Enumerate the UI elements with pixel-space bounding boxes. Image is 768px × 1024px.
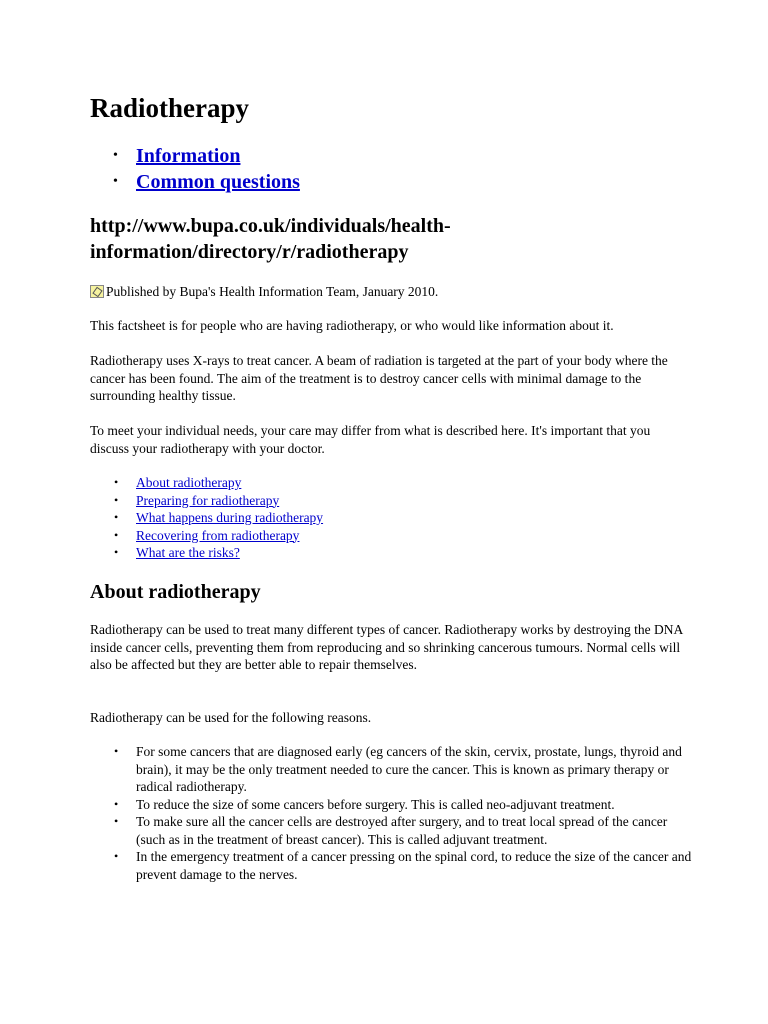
published-text: Published by Bupa's Health Information Team, January 2010. [106, 284, 439, 299]
section-paragraph: Radiotherapy can be used to treat many different types of cancer. Radiotherapy works by destroying the DNA inside cancer cells, preventing them from reproducing and so shrinking cancerous tumours. Normal cells will also be affected but they are better able to repair themselves. [90, 622, 683, 672]
intro-paragraph: This factsheet is for people who are having radiotherapy, or who would like information about it. [90, 318, 614, 333]
intro-paragraph: To meet your individual needs, your care may differ from what is described here. It's important that you discuss your radiotherapy with your doctor. [90, 423, 651, 456]
reason-item: • In the emergency treatment of a cancer pressing on the spinal cord, to reduce the size of the cancer and prevent damage to the nerves. [136, 848, 696, 883]
top-nav-item [136, 143, 300, 169]
image-placeholder-icon [90, 285, 104, 298]
preparing-link[interactable]: Preparing for radiotherapy [136, 492, 280, 508]
contents-item [136, 509, 323, 527]
common-questions-link[interactable]: Common questions [136, 171, 300, 193]
about-radiotherapy-link[interactable]: About radiotherapy [136, 475, 242, 490]
page-title: Radiotherapy [90, 93, 250, 123]
section-heading: About radiotherapy [90, 581, 261, 603]
contents-item [136, 544, 323, 562]
source-url-heading: http://www.bupa.co.uk/individuals/health-information/directory/r/radiotherapy [90, 215, 451, 263]
section-paragraph: Radiotherapy can be used for the following reasons. [90, 710, 372, 725]
reason-item: • To reduce the size of some cancers before surgery. This is called neo-adjuvant treatment. [136, 796, 696, 814]
contents-item [136, 474, 323, 492]
published-line [90, 283, 690, 301]
what-happens-link[interactable]: What happens during radiotherapy [136, 510, 324, 525]
top-nav-list [90, 143, 300, 195]
contents-item [136, 527, 323, 545]
reason-item: • To make sure all the cancer cells are destroyed after surgery, and to treat local spread of the cancer (such as in the treatment of breast cancer). This is called adjuvant treatment. [136, 813, 696, 848]
contents-item [136, 492, 323, 510]
reasons-list [90, 743, 696, 883]
risks-link[interactable]: What are the risks? [136, 545, 240, 560]
intro-paragraph: Radiotherapy uses X-rays to treat cancer. A beam of radiation is targeted at the part of your body where the cancer has been found. The aim of the treatment is to destroy cancer cells with minimal damage to the surrounding healthy tissue. [90, 353, 668, 403]
information-link[interactable]: Information [136, 145, 241, 167]
contents-list [90, 474, 323, 562]
reason-item: • For some cancers that are diagnosed early (eg cancers of the skin, cervix, prostate, lungs, thyroid and brain), it may be the only treatment needed to cure the cancer. This is known as primary therapy or radical radiotherapy. [136, 743, 696, 796]
top-nav-item [136, 169, 300, 195]
recovering-link[interactable]: Recovering from radiotherapy [136, 527, 300, 543]
